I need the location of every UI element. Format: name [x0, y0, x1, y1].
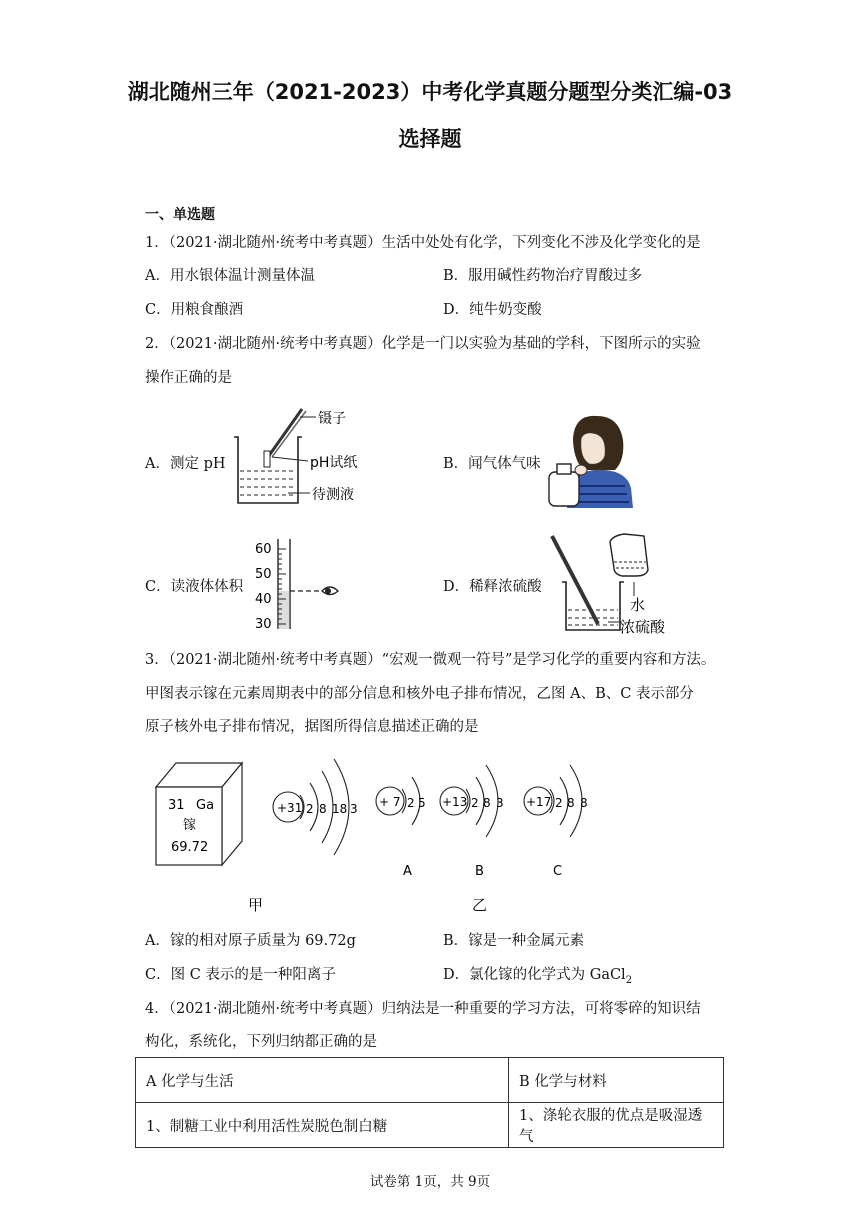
q2-option-b: B．闻气体气味 — [443, 456, 541, 472]
q2-option-c: C．读液体体积 — [145, 579, 244, 595]
q3-option-a: A．镓的相对原子质量为 69.72g — [145, 933, 356, 949]
document-subtitle: 选择题 — [398, 127, 462, 151]
q3-option-c: C．图 C 表示的是一种阳离子 — [145, 967, 336, 983]
table-row — [136, 1058, 724, 1103]
ph-test-figure — [228, 405, 378, 510]
section-heading: 一、单选题 — [145, 207, 215, 223]
atomic-mass: 69.72 — [171, 840, 209, 855]
tick-40: 40 — [255, 592, 272, 607]
ga-shell-1: 2 — [306, 802, 314, 816]
cylinder-reading-figure — [250, 535, 350, 630]
dilution-figure — [540, 532, 680, 637]
table-cell: 1、涤轮衣服的优点是吸湿透气 — [509, 1103, 724, 1148]
atom-c-shell-1: 2 — [555, 796, 563, 810]
tweezers-label: 镊子 — [318, 411, 346, 427]
atom-b-nucleus: +13 — [442, 795, 468, 809]
document-title: 湖北随州三年（2021-2023）中考化学真题分题型分类汇编-03 — [127, 80, 733, 104]
q4-stem-line1: 4．（2021·湖北随州·统考中考真题）归纳法是一种重要的学习方法，可将零碎的知识结 — [145, 1001, 701, 1017]
q2-stem-line2: 操作正确的是 — [145, 370, 232, 386]
atom-a-shell-1: 2 — [407, 796, 415, 810]
q3-option-b: B．镓是一种金属元素 — [443, 933, 585, 949]
q3-stem-line2: 甲图表示镓在元素周期表中的部分信息和核外电子排布情况，乙图 A、B、C 表示部分 — [145, 686, 694, 702]
atom-a-shell-2: 5 — [418, 796, 426, 810]
tick-50: 50 — [255, 567, 272, 582]
ga-shell-3: 18 — [332, 802, 348, 816]
page-footer: 试卷第 1页，共 9页 — [369, 1174, 491, 1190]
atom-c-label: C — [553, 864, 563, 879]
ga-shell-4: 3 — [350, 802, 358, 816]
figure-jia-label: 甲 — [248, 896, 264, 914]
q2-option-a: A．测定 pH — [145, 456, 226, 472]
water-label: 水 — [630, 596, 646, 614]
q2-option-d: D．稀释浓硫酸 — [443, 579, 542, 595]
atom-b-shell-1: 2 — [471, 796, 479, 810]
tick-60: 60 — [255, 542, 272, 557]
ga-shell-2: 8 — [319, 802, 327, 816]
gallium-element-cell — [156, 763, 242, 865]
conc-acid-label: 浓硫酸 — [620, 618, 666, 636]
q3-option-d-subscript: 2 — [625, 974, 633, 986]
q1-stem: 1．（2021·湖北随州·统考中考真题）生活中处处有化学，下列变化不涉及化学变化的是 — [145, 235, 701, 251]
table-row — [136, 1103, 724, 1148]
q3-option-d-text: D．氯化镓的化学式为 GaCl — [443, 967, 626, 983]
test-liquid-label: 待测液 — [312, 487, 354, 503]
ga-nucleus: +31 — [277, 801, 303, 815]
q2-stem-line1: 2．（2021·湖北随州·统考中考真题）化学是一门以实验为基础的学科，下图所示的实验 — [145, 336, 701, 352]
q1-option-b: B．服用碱性药物治疗胃酸过多 — [443, 268, 643, 284]
figure-yi-label: 乙 — [472, 896, 488, 914]
element-name: 镓 — [183, 818, 197, 833]
atom-a-label: A — [403, 864, 412, 879]
atom-b-shell-2: 8 — [483, 796, 491, 810]
q1-option-c: C．用粮食酿酒 — [145, 302, 244, 318]
q4-stem-line2: 构化，系统化，下列归纳都正确的是 — [145, 1034, 377, 1050]
atom-c-nucleus: +17 — [526, 795, 552, 809]
atom-a-nucleus: + 7 — [379, 795, 401, 809]
ph-paper-label: pH试纸 — [310, 455, 358, 471]
table-cell: B 化学与材料 — [509, 1058, 724, 1103]
q4-table — [135, 1057, 724, 1148]
eye-icon — [322, 587, 338, 595]
q3-option-d — [443, 963, 632, 986]
atom-c-shell-2: 8 — [567, 796, 575, 810]
tick-30: 30 — [255, 617, 272, 632]
atom-c-shell-3: 8 — [580, 796, 588, 810]
table-cell: A 化学与生活 — [136, 1058, 509, 1103]
smelling-gas-figure — [545, 408, 635, 508]
atom-b-shell-3: 3 — [496, 796, 504, 810]
atomic-structure-figure — [150, 745, 630, 920]
q3-stem-line1: 3．（2021·湖北随州·统考中考真题）“宏观一微观一符号”是学习化学的重要内容和方法。 — [145, 652, 716, 668]
atom-b-label: B — [475, 864, 484, 879]
element-symbol: Ga — [196, 798, 215, 813]
q3-stem-line3: 原子核外电子排布情况，据图所得信息描述正确的是 — [145, 719, 479, 735]
atomic-number: 31 — [168, 798, 185, 813]
q1-option-d: D．纯牛奶变酸 — [443, 302, 542, 318]
table-cell: 1、制糖工业中利用活性炭脱色制白糖 — [136, 1103, 509, 1148]
q1-option-a: A．用水银体温计测量体温 — [145, 268, 315, 284]
